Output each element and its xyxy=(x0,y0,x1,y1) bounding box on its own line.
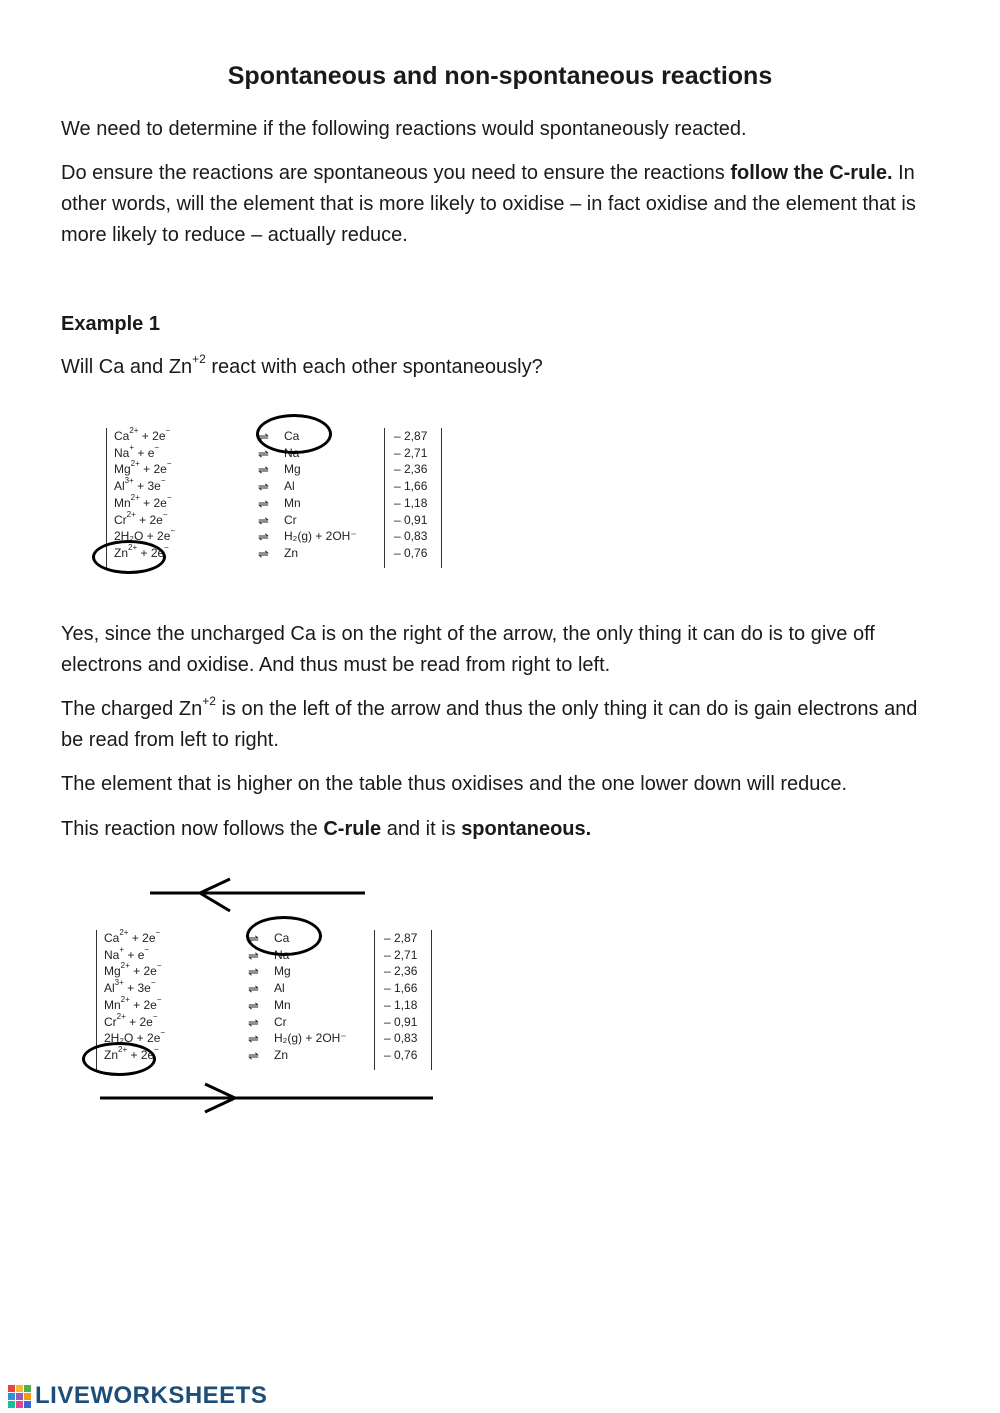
species-symbol: Mg xyxy=(104,964,121,979)
example-heading: Example 1 xyxy=(61,313,160,335)
electrons: + 2e xyxy=(135,512,163,527)
species-symbol: Mg xyxy=(114,462,131,477)
species-charge: 3+ xyxy=(124,476,134,486)
electrons: + 2e xyxy=(127,1047,155,1062)
electron-charge: − xyxy=(144,944,150,954)
electrons: + 2e xyxy=(143,529,171,544)
equilibrium-arrow-icon: ⇌ xyxy=(248,1031,259,1047)
logo-grid-icon xyxy=(8,1385,31,1408)
electron-charge: − xyxy=(152,1011,158,1021)
question-paragraph xyxy=(61,352,941,383)
reduction-potential: – 0,76 xyxy=(394,545,428,560)
c-rule-text-1: Do ensure the reactions are spontaneous you need to ensure the reactions xyxy=(61,162,731,184)
logo-square xyxy=(8,1385,15,1392)
equilibrium-arrow-icon: ⇌ xyxy=(258,545,269,561)
c-rule-bold: follow the C-rule. xyxy=(730,162,893,184)
table-row xyxy=(80,980,440,997)
electrons: + 2e xyxy=(128,931,156,945)
reduced-species: Ca xyxy=(284,429,300,443)
electrons: + 3e xyxy=(123,981,151,996)
species-charge: 3+ xyxy=(114,978,124,988)
equilibrium-arrow-icon: ⇌ xyxy=(248,1014,259,1030)
reduction-potential: – 1,66 xyxy=(384,981,418,996)
species-symbol: Zn xyxy=(114,545,129,560)
species-charge: 2+ xyxy=(119,928,129,937)
logo-square xyxy=(24,1385,31,1392)
equilibrium-arrow-icon: ⇌ xyxy=(258,462,269,478)
oxidised-species xyxy=(104,930,160,947)
reduced-species: Al xyxy=(284,479,295,494)
electrons: + e xyxy=(124,947,145,962)
oxidised-species xyxy=(114,428,170,445)
zn-highlight-circle xyxy=(82,1042,156,1076)
reduction-potential: – 1,66 xyxy=(394,479,428,494)
equilibrium-arrow-icon: ⇌ xyxy=(248,947,259,963)
species-symbol: 2H₂O xyxy=(104,1031,134,1046)
logo-text: LIVEWORKSHEETS xyxy=(35,1382,268,1409)
explanation-2-sup: +2 xyxy=(202,694,216,709)
logo-square xyxy=(16,1393,23,1400)
equilibrium-arrow-icon: ⇌ xyxy=(248,964,259,980)
species-charge: + xyxy=(129,442,135,452)
reduction-potential: – 2,87 xyxy=(384,931,418,945)
page-title: Spontaneous and non-spontaneous reactions xyxy=(227,62,773,90)
electron-charge: − xyxy=(165,426,171,435)
reduced-species: Zn xyxy=(274,1047,289,1062)
reduced-species: Cr xyxy=(284,512,297,527)
reduction-potential: – 0,91 xyxy=(384,1014,418,1029)
electrons: + 2e xyxy=(139,495,167,510)
equilibrium-arrow-icon: ⇌ xyxy=(258,429,269,444)
reduced-species: Mg xyxy=(284,462,301,477)
species-charge: 2+ xyxy=(130,459,140,469)
c-rule-label: C-rule xyxy=(323,818,382,840)
species-symbol: Na xyxy=(104,947,120,962)
species-charge: 2+ xyxy=(126,509,136,519)
reduction-potential: – 2,36 xyxy=(384,964,418,979)
equilibrium-arrow-icon: ⇌ xyxy=(258,495,269,511)
reduction-table-2 xyxy=(80,922,440,1072)
species-symbol: Ca xyxy=(114,429,130,443)
logo-square xyxy=(24,1393,31,1400)
species-symbol: Al xyxy=(114,479,125,494)
logo-square xyxy=(8,1401,15,1408)
reduced-species: Na xyxy=(284,445,300,460)
equilibrium-arrow-icon: ⇌ xyxy=(258,479,269,495)
reduced-species: Al xyxy=(274,981,285,996)
electron-charge: − xyxy=(160,476,166,486)
equilibrium-arrow-icon: ⇌ xyxy=(258,512,269,528)
species-symbol: Zn xyxy=(104,1047,119,1062)
reduced-species: Mn xyxy=(274,997,291,1012)
reduced-species: H₂(g) + 2OH⁻ xyxy=(274,1031,347,1046)
species-symbol: Cr xyxy=(114,512,127,527)
electron-charge: − xyxy=(156,994,162,1004)
equilibrium-arrow-icon: ⇌ xyxy=(248,997,259,1013)
species-symbol: Mn xyxy=(114,495,131,510)
right-to-left-arrow-icon xyxy=(145,875,370,915)
reduction-potential: – 0,83 xyxy=(384,1031,418,1046)
species-charge: 2+ xyxy=(130,492,140,502)
electron-charge: − xyxy=(166,492,172,502)
table-row xyxy=(90,509,450,529)
reduced-species: Ca xyxy=(274,931,290,945)
table-row xyxy=(90,478,450,495)
electrons: + 2e xyxy=(133,1031,161,1046)
species-charge: 2+ xyxy=(120,961,130,971)
reduction-potential: – 1,18 xyxy=(384,997,418,1012)
species-charge: + xyxy=(119,944,125,954)
electron-charge: − xyxy=(160,1028,166,1038)
explanation-4-mid: and it is xyxy=(381,818,462,840)
species-charge: 2+ xyxy=(120,994,130,1004)
reduction-potential: – 2,36 xyxy=(394,462,428,477)
explanation-paragraph-2 xyxy=(61,694,941,756)
table-row xyxy=(90,461,450,478)
electrons: + 2e xyxy=(125,1014,153,1029)
zn-highlight-circle xyxy=(92,540,166,574)
species-charge: 2+ xyxy=(118,1044,128,1054)
table-row xyxy=(80,963,440,980)
explanation-2-post: is on the left of the arrow and thus the only thing it can do is gain electrons and be read from left to right. xyxy=(61,698,918,751)
explanation-paragraph-3: The element that is higher on the table thus oxidises and the one lower down will reduce. xyxy=(61,773,848,795)
electrons: + 3e xyxy=(133,479,161,494)
electron-charge: − xyxy=(155,928,161,937)
electron-charge: − xyxy=(164,542,169,552)
reduction-potential: – 0,91 xyxy=(394,512,428,527)
explanation-paragraph-1: Yes, since the uncharged Ca is on the right of the arrow, the only thing it can do is to give off electrons and oxidise. And thus must be read from right to left. xyxy=(61,623,875,676)
electron-charge: − xyxy=(154,1044,159,1054)
explanation-4-pre: This reaction now follows the xyxy=(61,818,324,840)
species-symbol: Al xyxy=(104,981,115,996)
liveworksheets-logo xyxy=(8,1381,267,1411)
reduced-species: Mg xyxy=(274,964,291,979)
electrons: + 2e xyxy=(138,429,166,443)
species-symbol: Na xyxy=(114,445,130,460)
species-symbol: 2H₂O xyxy=(114,529,144,544)
question-sup: +2 xyxy=(192,352,206,367)
electron-charge: − xyxy=(162,509,168,519)
logo-square xyxy=(8,1393,15,1400)
equilibrium-arrow-icon: ⇌ xyxy=(258,445,269,461)
equilibrium-arrow-icon: ⇌ xyxy=(258,529,269,545)
electrons: + 2e xyxy=(129,964,157,979)
species-symbol: Cr xyxy=(104,1014,117,1029)
reduction-potential: – 0,83 xyxy=(394,529,428,544)
reduced-species: Zn xyxy=(284,545,299,560)
ca-highlight-circle xyxy=(246,916,322,956)
reduction-potential: – 2,87 xyxy=(394,429,428,443)
electrons: + 2e xyxy=(139,462,167,477)
electron-charge: − xyxy=(156,961,162,971)
ca-highlight-circle xyxy=(256,414,332,454)
oxidised-species xyxy=(114,509,168,529)
question-post: react with each other spontaneously? xyxy=(205,356,543,378)
electrons: + e xyxy=(134,445,155,460)
electron-charge: − xyxy=(170,526,176,536)
explanation-paragraph-4 xyxy=(61,814,941,845)
reduction-potential: – 1,18 xyxy=(394,495,428,510)
logo-square xyxy=(16,1401,23,1408)
equilibrium-arrow-icon: ⇌ xyxy=(248,931,259,946)
electron-charge: − xyxy=(150,978,156,988)
question-pre: Will Ca and Zn xyxy=(61,356,193,378)
reduction-table-1 xyxy=(90,420,450,570)
reduction-potential: – 0,76 xyxy=(384,1047,418,1062)
table-row xyxy=(80,994,440,1014)
reduced-species: Cr xyxy=(274,1014,287,1029)
species-symbol: Mn xyxy=(104,997,121,1012)
explanation-2-pre: The charged Zn xyxy=(61,698,203,720)
electrons: + 2e xyxy=(137,545,165,560)
species-symbol: Ca xyxy=(104,931,120,945)
species-charge: 2+ xyxy=(116,1011,126,1021)
species-charge: 2+ xyxy=(128,542,138,552)
intro-paragraph: We need to determine if the following reactions would spontaneously reacted. xyxy=(61,118,747,140)
electron-charge: − xyxy=(154,442,160,452)
logo-square xyxy=(24,1401,31,1408)
oxidised-species xyxy=(104,1011,158,1031)
reduction-potential: – 2,71 xyxy=(394,445,428,460)
electrons: + 2e xyxy=(129,997,157,1012)
spontaneous-label: spontaneous. xyxy=(461,818,592,840)
c-rule-text-2: In other words, will the element that is more likely to oxidise – in fact oxidise and the element that is more likely to reduce – actually reduce. xyxy=(61,162,916,246)
reduced-species: H₂(g) + 2OH⁻ xyxy=(284,529,357,544)
reduced-species: Na xyxy=(274,947,290,962)
table-row xyxy=(80,1011,440,1031)
left-to-right-arrow-icon xyxy=(95,1080,440,1116)
reduction-potential: – 2,71 xyxy=(384,947,418,962)
reduced-species: Mn xyxy=(284,495,301,510)
species-charge: 2+ xyxy=(129,426,139,435)
equilibrium-arrow-icon: ⇌ xyxy=(248,1047,259,1063)
logo-square xyxy=(16,1385,23,1392)
table-row xyxy=(90,492,450,512)
c-rule-paragraph xyxy=(61,158,941,251)
electron-charge: − xyxy=(166,459,172,469)
equilibrium-arrow-icon: ⇌ xyxy=(248,981,259,997)
